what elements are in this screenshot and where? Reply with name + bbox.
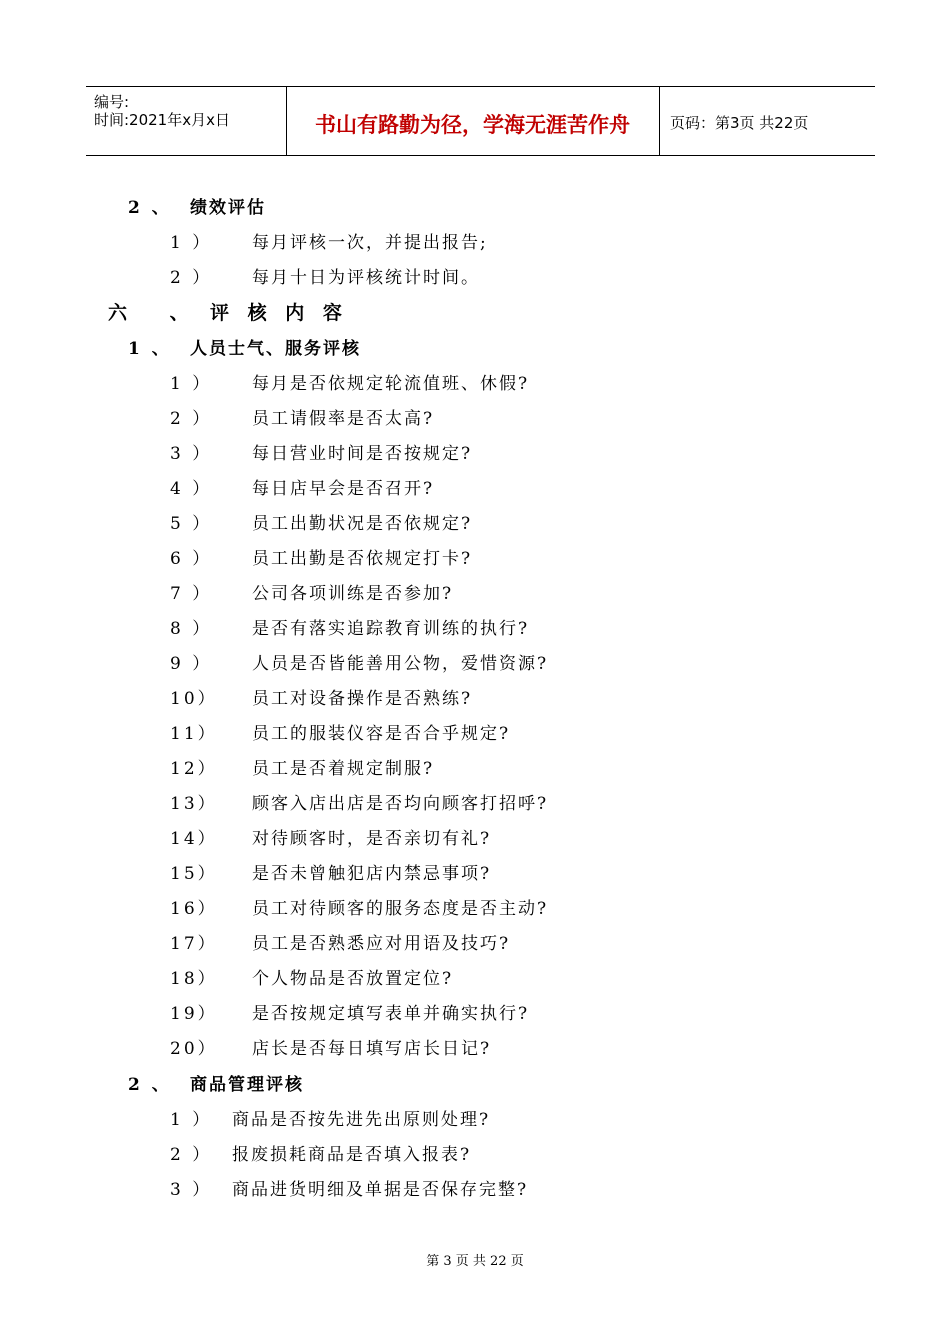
header-page-cell (660, 87, 875, 155)
header-page-number: 页码：第3页 共22页 (670, 114, 809, 132)
serial-label: 编号: (94, 93, 130, 111)
header-info-cell (86, 87, 287, 155)
header-motto-cell (286, 87, 660, 155)
page-header (86, 86, 875, 156)
page-footer: 第 3 页 共 22 页 (426, 1254, 524, 1269)
date-label: 时间:2021年x月x日 (94, 111, 230, 129)
header-motto: 书山有路勤为径，学海无涯苦作舟 (315, 113, 630, 137)
